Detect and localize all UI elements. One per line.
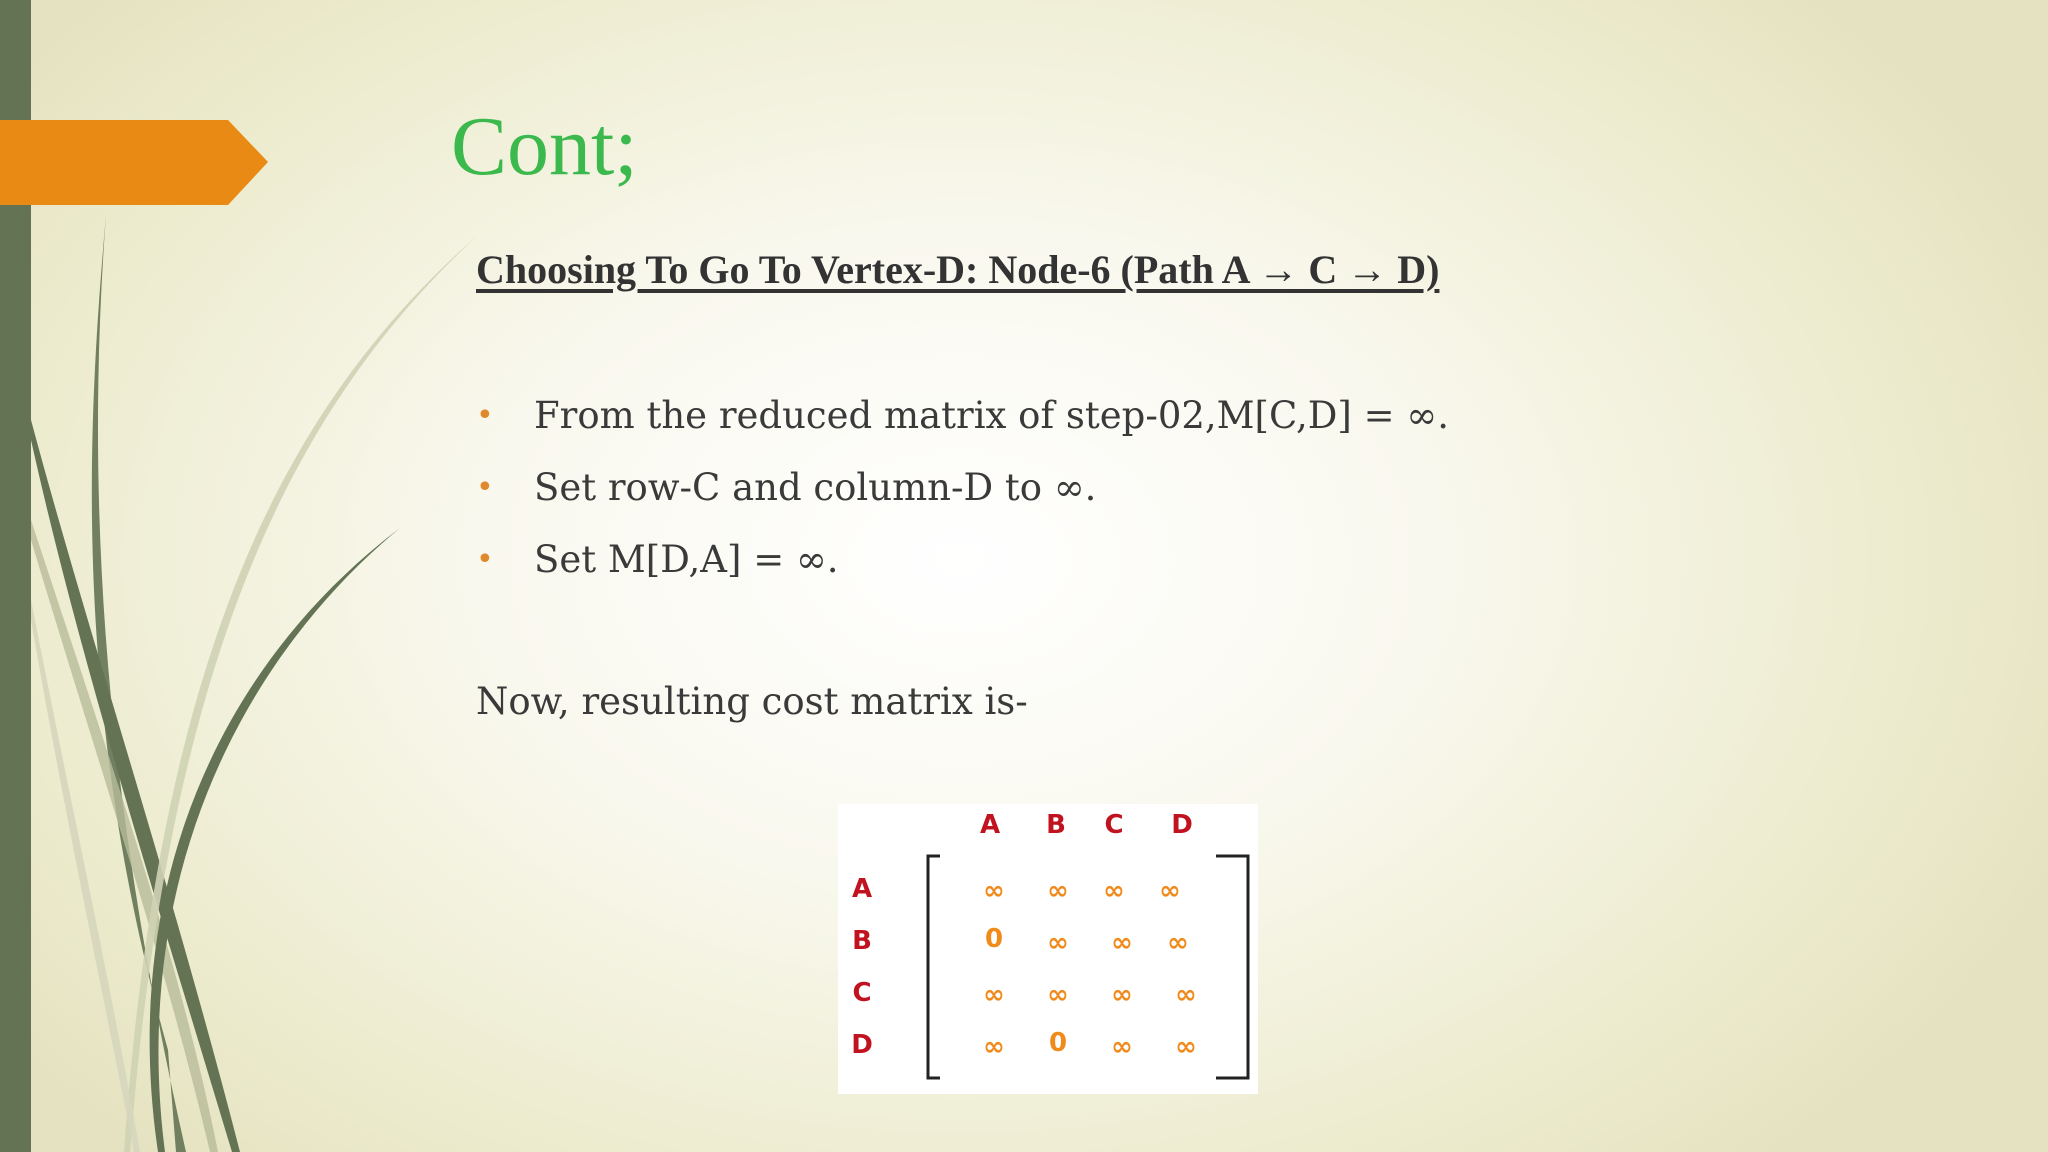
bullet-item <box>476 536 1449 608</box>
bullet-item <box>476 392 1449 464</box>
matrix-cell: ∞ <box>983 876 1005 906</box>
row-header: A <box>851 874 873 904</box>
matrix-cell: 0 <box>984 924 1004 954</box>
matrix-cell: ∞ <box>1047 928 1069 958</box>
matrix-cell: ∞ <box>1047 980 1069 1010</box>
column-header: C <box>1104 810 1124 840</box>
bullet-list <box>476 392 1449 608</box>
bullet-icon: • <box>476 542 494 577</box>
bullet-text: Set row-C and column-D to ∞. <box>534 466 1097 509</box>
matrix-cell: 0 <box>1048 1028 1068 1058</box>
matrix-cell: ∞ <box>1175 980 1197 1010</box>
slide-subtitle: Choosing To Go To Vertex-D: Node-6 (Path A → C → D) <box>476 247 1440 292</box>
orange-arrow-banner <box>0 120 268 205</box>
matrix-cell: ∞ <box>1159 876 1181 906</box>
row-header: C <box>852 978 872 1008</box>
row-header: B <box>852 926 872 956</box>
matrix-cell: ∞ <box>1175 1032 1197 1062</box>
bullet-item <box>476 464 1449 536</box>
bullet-text: From the reduced matrix of step-02,M[C,D] = ∞. <box>534 394 1449 437</box>
cost-matrix-figure <box>838 804 1258 1094</box>
matrix-cell: ∞ <box>1047 876 1069 906</box>
matrix-cell: ∞ <box>1103 876 1125 906</box>
bullet-icon: • <box>476 398 494 433</box>
result-text: Now, resulting cost matrix is- <box>476 680 1028 723</box>
bullet-text: Set M[D,A] = ∞. <box>534 538 839 581</box>
matrix-cell: ∞ <box>1111 928 1133 958</box>
row-header: D <box>851 1030 873 1060</box>
slide-title: Cont; <box>451 100 638 193</box>
column-header: B <box>1046 810 1066 840</box>
bullet-icon: • <box>476 470 494 505</box>
matrix-cell: ∞ <box>983 1032 1005 1062</box>
matrix-cell: ∞ <box>1111 980 1133 1010</box>
matrix-cell: ∞ <box>1111 1032 1133 1062</box>
matrix-cell: ∞ <box>983 980 1005 1010</box>
column-header: A <box>979 810 1001 840</box>
column-header: D <box>1171 810 1193 840</box>
matrix-cell: ∞ <box>1167 928 1189 958</box>
